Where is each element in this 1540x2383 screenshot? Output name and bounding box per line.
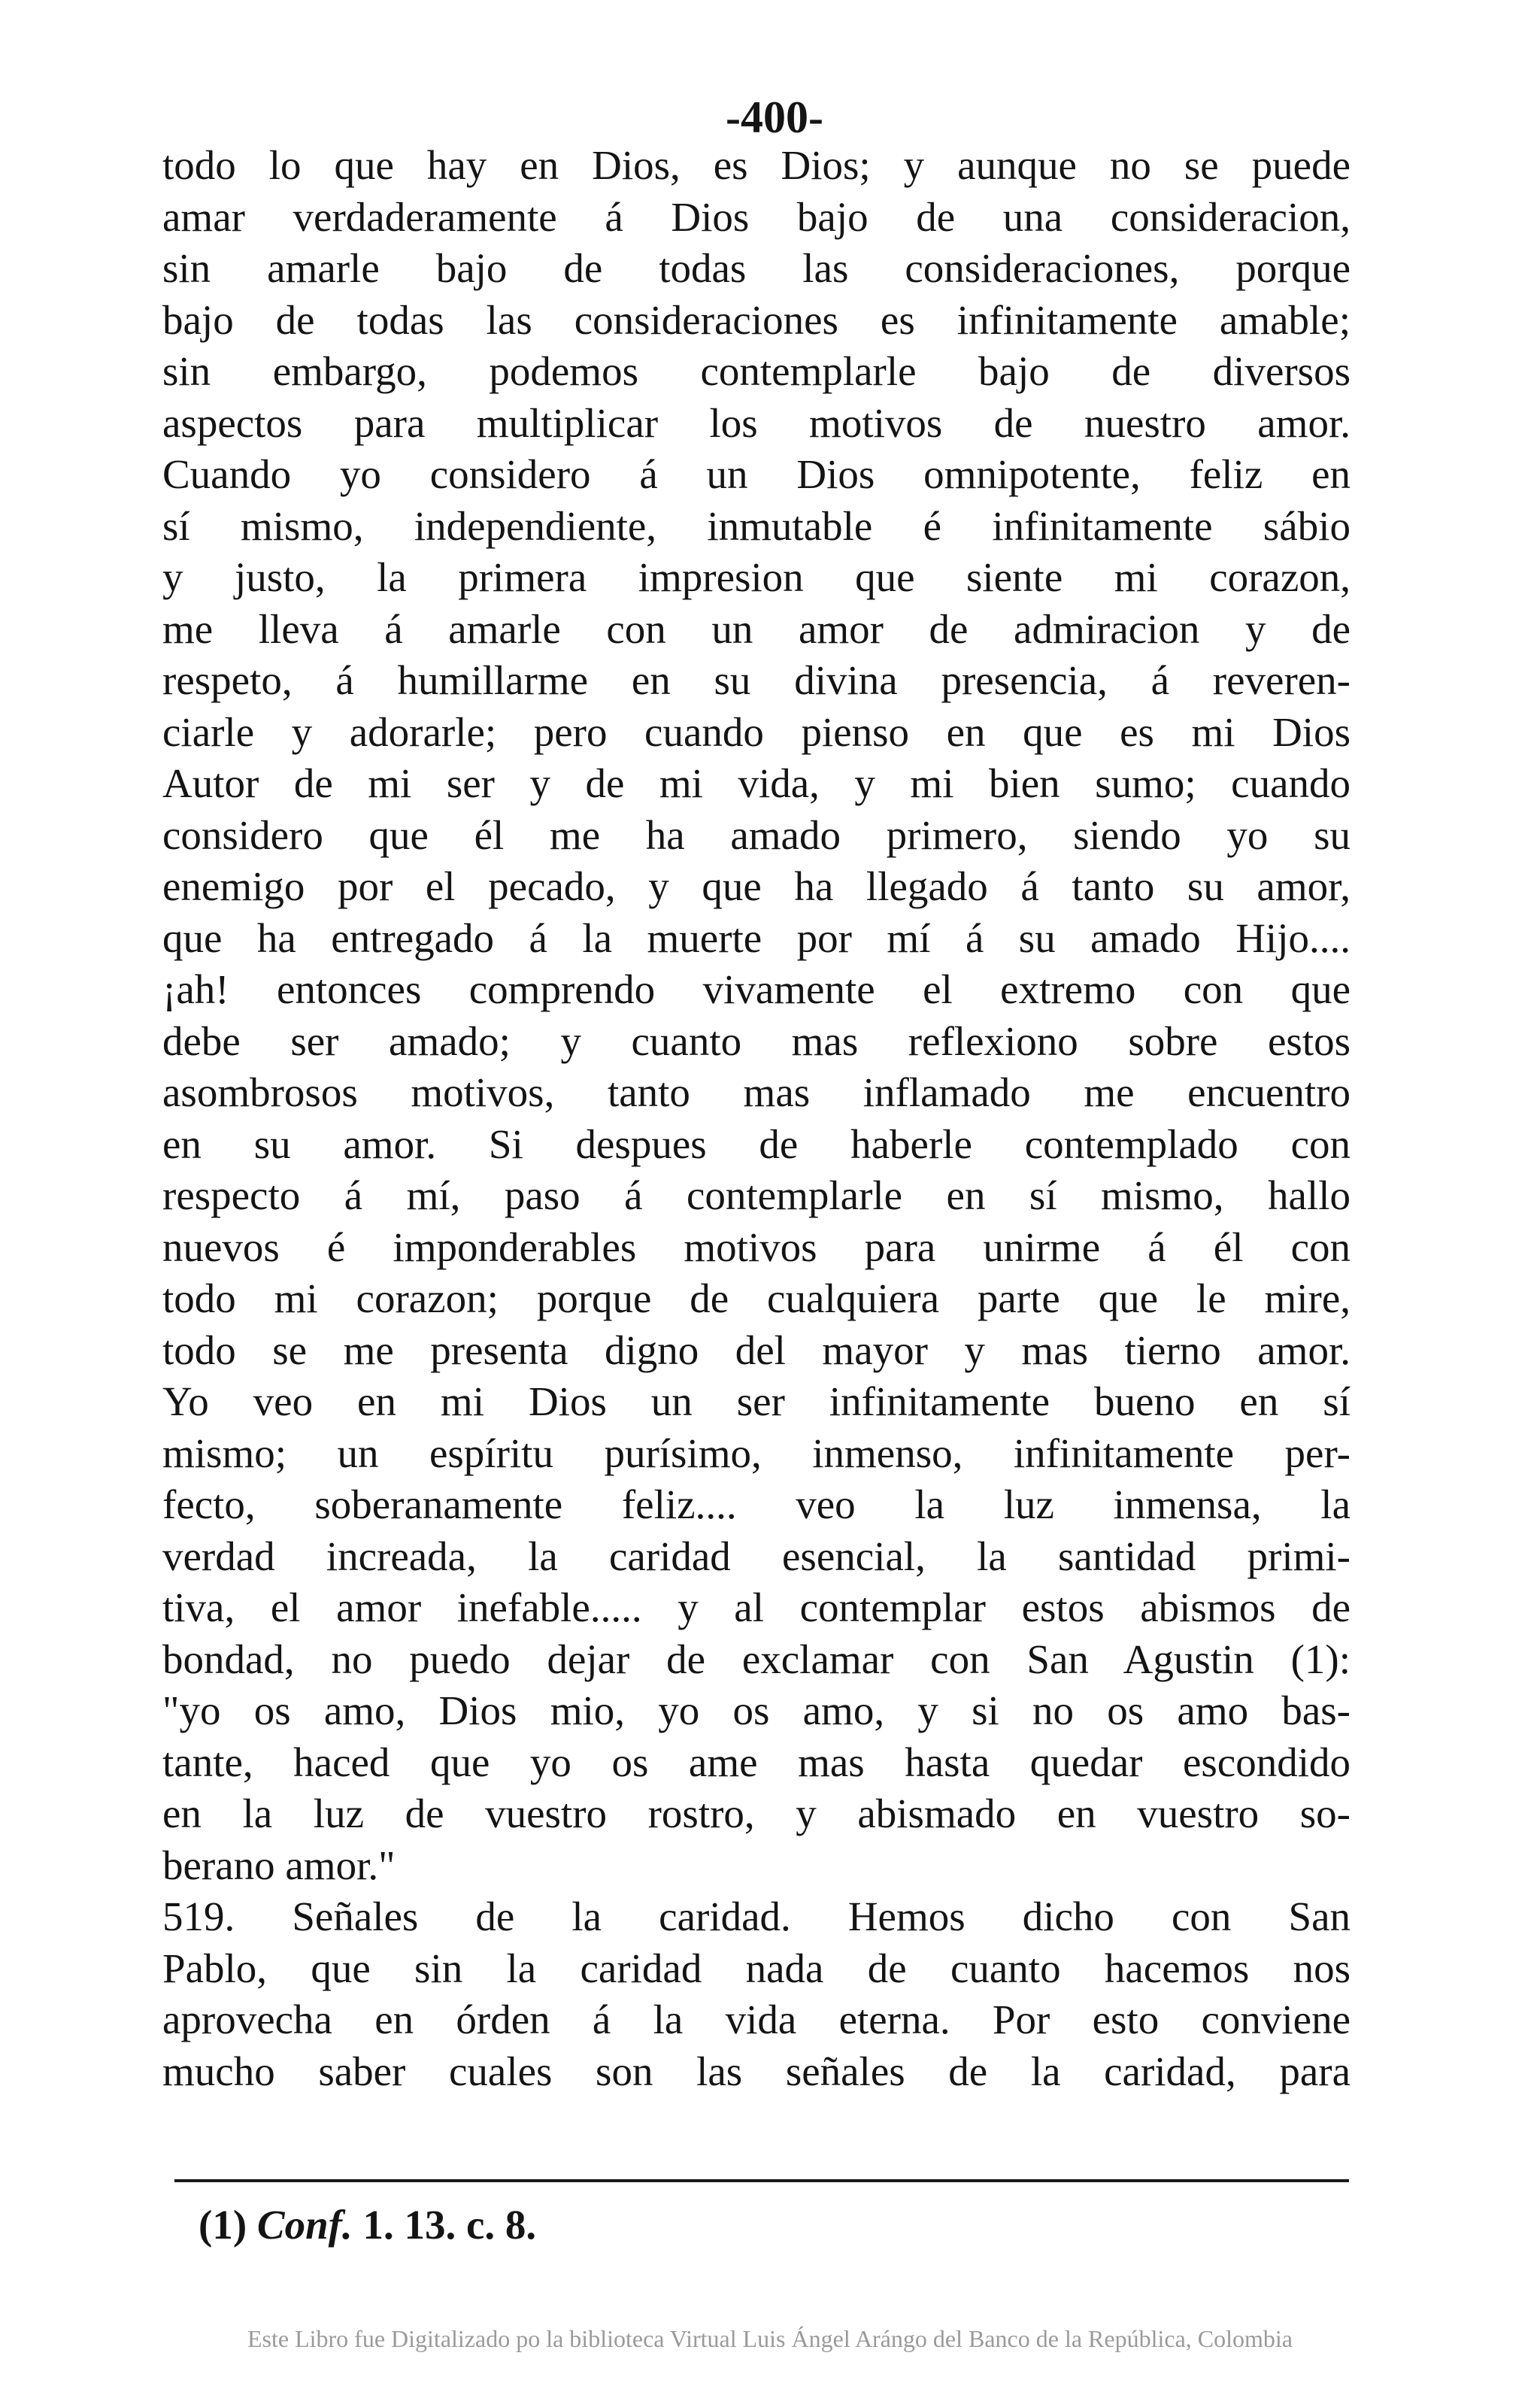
- text-line: amar verdaderamente á Dios bajo de una consideracion,: [162, 193, 1351, 240]
- digitization-credit: Este Libro fue Digitalizado po la biblioteca Virtual Luis Ángel Arángo del Banco de la República, Colombia: [247, 2325, 1293, 2352]
- text-line: respeto, á humillarme en su divina presencia, á reveren-: [162, 657, 1351, 703]
- text-line: enemigo por el pecado, y que ha llegado á tanto su amor,: [162, 863, 1351, 909]
- body-text: [162, 140, 1351, 2097]
- text-line: considero que él me ha amado primero, siendo yo su: [162, 811, 1351, 858]
- text-line: tiva, el amor inefable..... y al contemplar estos abismos de: [162, 1584, 1351, 1630]
- text-line: todo lo que hay en Dios, es Dios; y aunque no se puede: [162, 142, 1351, 188]
- text-line: Autor de mi ser y de mi vida, y mi bien sumo; cuando: [162, 760, 1351, 806]
- text-line: asombrosos motivos, tanto mas inflamado me encuentro: [162, 1069, 1351, 1115]
- text-line: ciarle y adorarle; pero cuando pienso en que es mi Dios: [162, 708, 1351, 755]
- text-line: Yo veo en mi Dios un ser infinitamente bueno en sí: [162, 1378, 1351, 1424]
- text-line: que ha entregado á la muerte por mí á su amado Hijo....: [162, 914, 1351, 961]
- text-line: aprovecha en órden á la vida eterna. Por esto conviene: [162, 1996, 1351, 2042]
- text-line: tante, haced que yo os ame mas hasta quedar escondido: [162, 1739, 1351, 1785]
- text-line: todo mi corazon; porque de cualquiera parte que le mire,: [162, 1275, 1351, 1321]
- text-line: mismo; un espíritu purísimo, inmenso, infinitamente per-: [162, 1429, 1351, 1476]
- text-line: 519. Señales de la caridad. Hemos dicho con San: [162, 1893, 1351, 1939]
- page-number: -400-: [726, 92, 823, 142]
- footnote: [199, 2199, 536, 2251]
- text-line: en la luz de vuestro rostro, y abismado en vuestro so-: [162, 1790, 1351, 1836]
- text-line: bajo de todas las consideraciones es infinitamente amable;: [162, 296, 1351, 343]
- text-line: ¡ah! entonces comprendo vivamente el extremo con que: [162, 966, 1351, 1012]
- text-line: aspectos para multiplicar los motivos de nuestro amor.: [162, 399, 1351, 446]
- text-line: y justo, la primera impresion que siente mi corazon,: [162, 554, 1351, 600]
- text-line: verdad increada, la caridad esencial, la santidad primi-: [162, 1533, 1351, 1579]
- footnote-work-title: Conf.: [256, 2202, 353, 2248]
- text-line: todo se me presenta digno del mayor y mas tierno amor.: [162, 1326, 1351, 1373]
- text-line: bondad, no puedo dejar de exclamar con San Agustin (1):: [162, 1636, 1351, 1682]
- text-line: debe ser amado; y cuanto mas reflexiono sobre estos: [162, 1017, 1351, 1064]
- text-line: Pablo, que sin la caridad nada de cuanto hacemos nos: [162, 1945, 1351, 1991]
- text-line: mucho saber cuales son las señales de la caridad, para: [162, 2048, 1351, 2094]
- footnote-locator: 1. 13. c. 8.: [362, 2202, 537, 2248]
- text-line: "yo os amo, Dios mio, yo os amo, y si no os amo bas-: [162, 1687, 1351, 1733]
- text-line: Cuando yo considero á un Dios omnipotente, feliz en: [162, 451, 1351, 497]
- text-line: respecto á mí, paso á contemplarle en sí mismo, hallo: [162, 1172, 1351, 1218]
- text-line: fecto, soberanamente feliz.... veo la luz inmensa, la: [162, 1481, 1351, 1527]
- footnote-divider: [174, 2179, 1349, 2182]
- text-line: sin amarle bajo de todas las consideraciones, porque: [162, 245, 1351, 291]
- text-line: me lleva á amarle con un amor de admiracion y de: [162, 605, 1351, 652]
- footnote-marker: (1): [199, 2202, 247, 2248]
- text-line: sí mismo, independiente, inmutable é infinitamente sábio: [162, 502, 1351, 549]
- text-line: en su amor. Si despues de haberle contemplado con: [162, 1120, 1351, 1167]
- text-line: nuevos é imponderables motivos para unirme á él con: [162, 1223, 1351, 1270]
- text-line: berano amor.": [162, 1842, 396, 1888]
- text-line: sin embargo, podemos contemplarle bajo de diversos: [162, 348, 1351, 394]
